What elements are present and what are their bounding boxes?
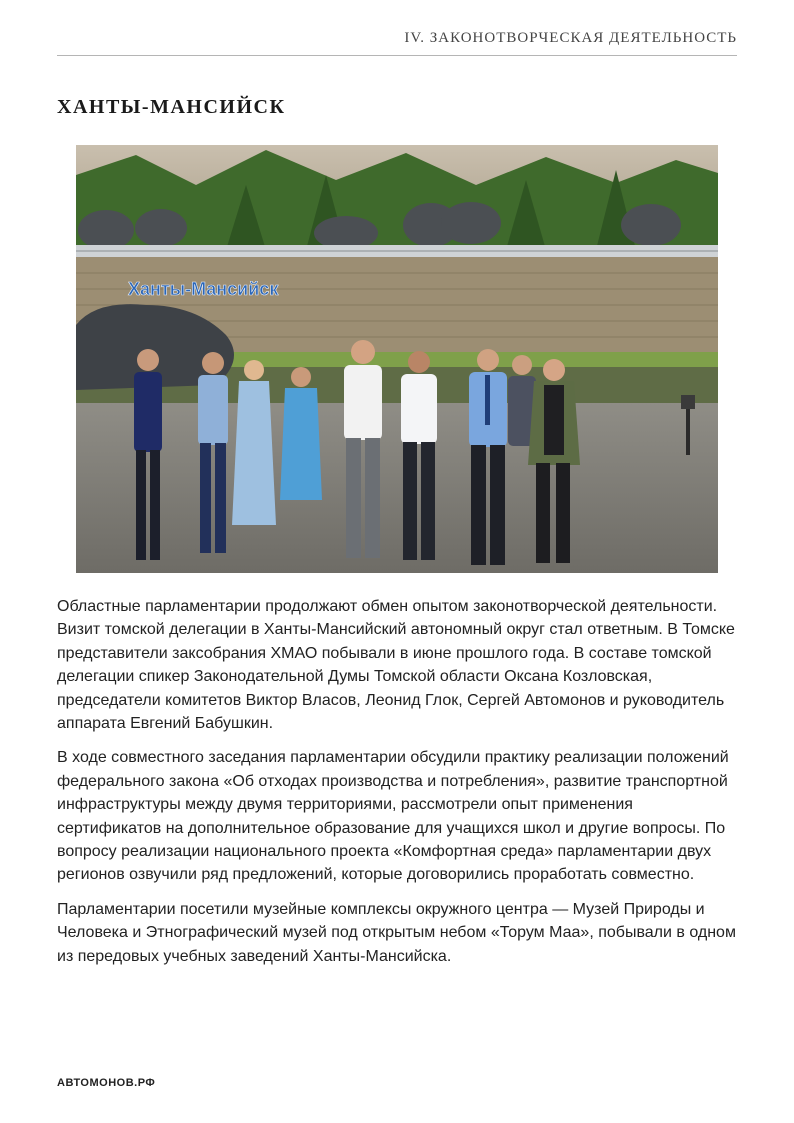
header-rule <box>57 55 737 56</box>
group-photo <box>76 145 718 573</box>
paragraph: Областные парламентарии продолжают обмен опытом законотворческой деятельности. Визит томской делегации в Ханты-Мансийский автономный округ стал ответным. В Томске представители заксобрания ХМАО побывали в июне прошлого года. В составе томской делегации спикер Законодательной Думы Томской области Оксана Козловская, председатели комитетов Виктор Власов, Леонид Глок, Сергей Автомонов и руководитель аппарата Евгений Бабушкин. <box>57 598 735 733</box>
section-title: ХАНТЫ-МАНСИЙСК <box>57 96 286 118</box>
footer-site: АВТОМОНОВ.РФ <box>57 1077 156 1089</box>
photo-sign: Ханты-Мансийск <box>128 279 279 299</box>
running-head: IV. ЗАКОНОТВОРЧЕСКАЯ ДЕЯТЕЛЬНОСТЬ <box>404 30 737 46</box>
article-body <box>57 595 737 979</box>
paragraph: Парламентарии посетили музейные комплексы окружного центра — Музей Природы и Человека и Этнографический музей под открытым небом «Торум Маа», побывали в одном из передовых учебных заведений Ханты-Мансийска. <box>57 900 736 965</box>
paragraph: В ходе совместного заседания парламентарии обсудили практику реализации положений федерального закона «Об отходах производства и потребления», развитие транспортной инфраструктуры между двумя территориями, рассмотрели опыт применения сертификатов на дополнительное образование для учащихся школ и другие вопросы. По вопросу реализации национального проекта «Комфортная среда» парламентарии двух регионов озвучили ряд предложений, которые договорились проработать совместно. <box>57 749 729 884</box>
